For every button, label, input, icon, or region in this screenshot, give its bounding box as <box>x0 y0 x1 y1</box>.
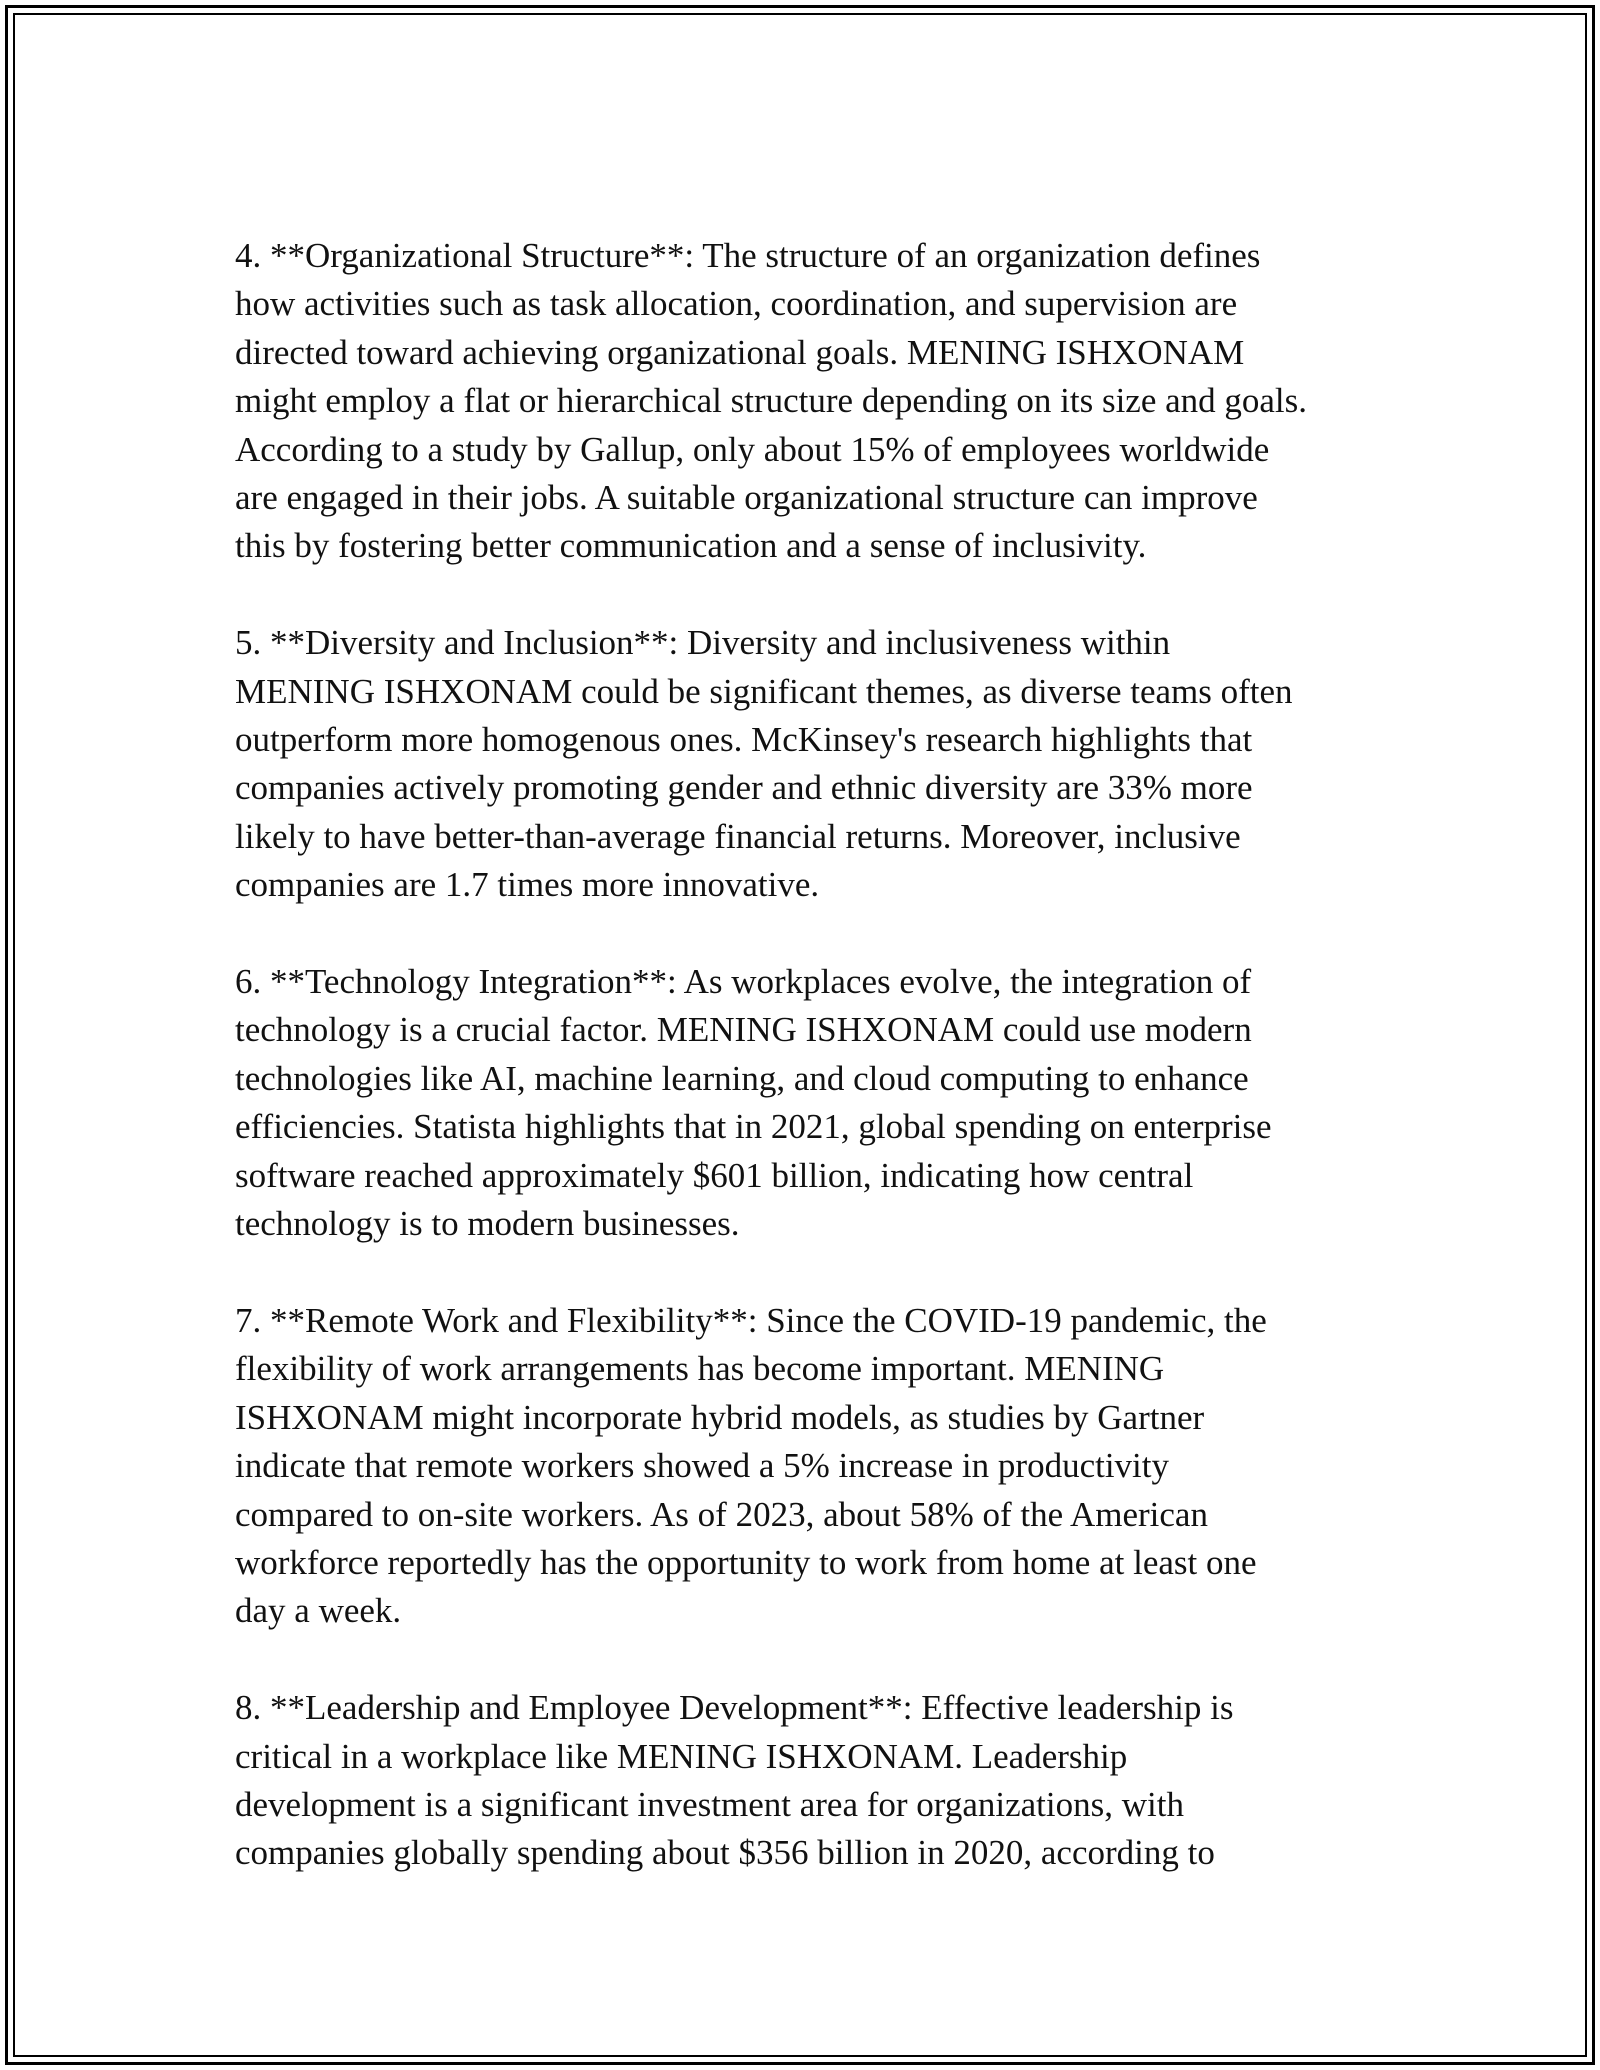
text-line: technologies like AI, machine learning, and cloud computing to enhance <box>235 1058 1249 1098</box>
text-line: directed toward achieving organizational goals. MENING ISHXONAM <box>235 332 1245 372</box>
text-line: outperform more homogenous ones. McKinsey's research highlights that <box>235 720 1253 760</box>
text-line: critical in a workplace like MENING ISHXONAM. Leadership <box>235 1736 1128 1776</box>
text-line: how activities such as task allocation, coordination, and supervision are <box>235 284 1238 324</box>
text-line: might employ a flat or hierarchical structure depending on its size and goals. <box>235 381 1308 421</box>
text-line: compared to on-site workers. As of 2023, about 58% of the American <box>235 1494 1208 1534</box>
document-body <box>235 232 1375 1926</box>
text-line: development is a significant investment area for organizations, with <box>235 1784 1184 1824</box>
text-line: likely to have better-than-average financial returns. Moreover, inclusive <box>235 816 1241 856</box>
text-line: 6. **Technology Integration**: As workplaces evolve, the integration of <box>235 962 1252 1002</box>
paragraph-leadership-development <box>235 1684 1375 1878</box>
text-line: 8. **Leadership and Employee Development**: Effective leadership is <box>235 1688 1234 1728</box>
text-line: efficiencies. Statista highlights that in 2021, global spending on enterprise <box>235 1107 1272 1147</box>
text-line: technology is a crucial factor. MENING ISHXONAM could use modern <box>235 1010 1252 1050</box>
paragraph-organizational-structure <box>235 232 1375 571</box>
text-line: flexibility of work arrangements has become important. MENING <box>235 1349 1165 1389</box>
paragraph-remote-work <box>235 1297 1375 1636</box>
text-line: According to a study by Gallup, only about 15% of employees worldwide <box>235 429 1270 469</box>
text-line: 4. **Organizational Structure**: The structure of an organization defines <box>235 236 1261 275</box>
text-line: indicate that remote workers showed a 5% increase in productivity <box>235 1446 1169 1486</box>
text-line: software reached approximately $601 billion, indicating how central <box>235 1155 1194 1195</box>
paragraph-diversity-inclusion <box>235 619 1375 909</box>
text-line: MENING ISHXONAM could be significant themes, as diverse teams often <box>235 671 1293 711</box>
paragraph-technology-integration <box>235 958 1375 1248</box>
text-line: workforce reportedly has the opportunity to work from home at least one <box>235 1542 1257 1582</box>
text-line: this by fostering better communication and a sense of inclusivity. <box>235 526 1147 566</box>
text-line: 7. **Remote Work and Flexibility**: Since the COVID-19 pandemic, the <box>235 1300 1267 1340</box>
text-line: are engaged in their jobs. A suitable organizational structure can improve <box>235 478 1258 518</box>
text-line: companies globally spending about $356 billion in 2020, according to <box>235 1833 1215 1873</box>
text-line: 5. **Diversity and Inclusion**: Diversity and inclusiveness within <box>235 623 1171 663</box>
text-line: ISHXONAM might incorporate hybrid models, as studies by Gartner <box>235 1397 1205 1437</box>
text-line: companies actively promoting gender and ethnic diversity are 33% more <box>235 768 1253 808</box>
text-line: day a week. <box>235 1591 402 1631</box>
text-line: companies are 1.7 times more innovative. <box>235 865 820 905</box>
text-line: technology is to modern businesses. <box>235 1204 740 1244</box>
